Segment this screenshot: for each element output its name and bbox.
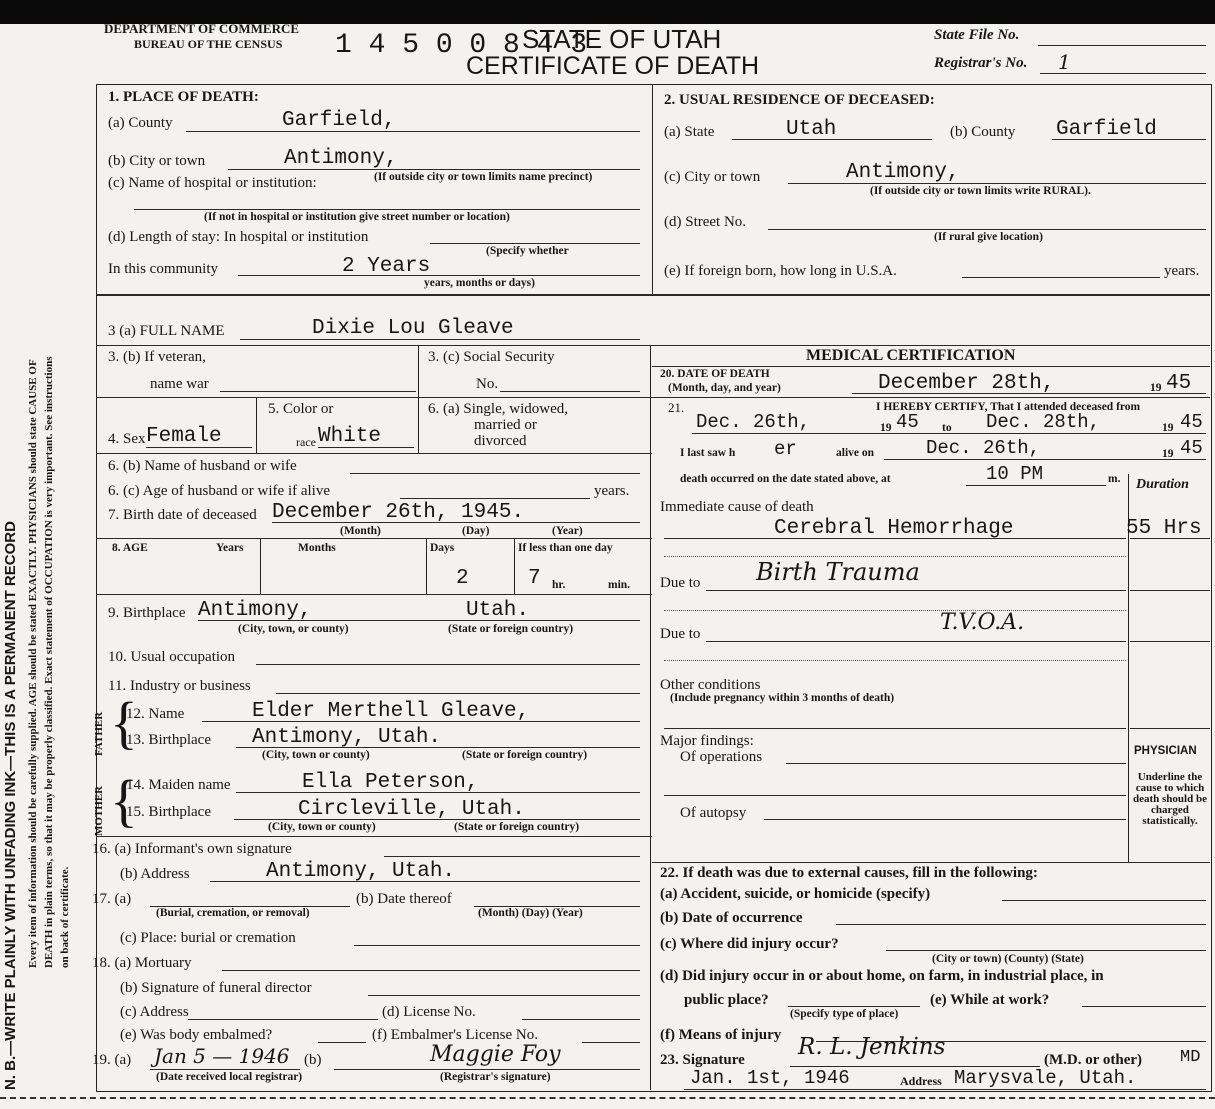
father-name-label: 12. Name <box>126 706 185 722</box>
occurrence-line <box>836 924 1206 925</box>
ssn-line <box>500 391 640 392</box>
rural-note: (If outside city or town limits write RURAL). <box>870 185 1091 197</box>
age-days-value: 2 <box>456 567 469 590</box>
from-year-value: 45 <box>896 411 919 433</box>
medical-line-2 <box>652 397 1210 398</box>
ssn-label: 3. (c) Social Security <box>428 349 555 365</box>
county-label: (a) County <box>108 115 173 131</box>
burial-mdy-note: (Month) (Day) (Year) <box>478 907 583 919</box>
res-state-value: Utah <box>786 118 837 141</box>
birth-year-note: (Year) <box>552 525 583 537</box>
death-date-sub: (Month, day, and year) <box>668 382 781 394</box>
birth-date-label: 7. Birth date of deceased <box>108 507 257 523</box>
work-label: (e) While at work? <box>930 992 1050 1008</box>
res-street-line <box>768 229 1206 230</box>
duration-label: Duration <box>1136 477 1189 492</box>
funeral-sig-line <box>368 995 640 996</box>
permanent-record-notice: N. B.—WRITE PLAINLY WITH UNFADING INK—THIS IS A PERMANENT RECORD <box>2 521 19 1090</box>
age-years-col: Years <box>216 542 244 554</box>
street-note: (If not in hospital or institution give street number or location) <box>204 211 510 223</box>
instructions-line-3: on back of certificate. <box>59 866 71 968</box>
husband-age-years: years. <box>594 483 630 499</box>
sex-value: Female <box>146 425 222 448</box>
birthplace-state-note: (State or foreign country) <box>448 623 574 635</box>
father-name-value: Elder Merthell Gleave, <box>252 700 530 723</box>
race-label: race <box>296 435 316 449</box>
immediate-cause-label: Immediate cause of death <box>660 499 814 515</box>
operations-label: Of operations <box>680 749 763 765</box>
husband-label: 6. (b) Name of husband or wife <box>108 458 297 474</box>
foreign-label: (e) If foreign born, how long in U.S.A. <box>664 263 897 279</box>
cause-dotted-2 <box>664 610 1126 611</box>
birthplace-city-value: Antimony, <box>198 599 312 622</box>
duration-line-2 <box>1130 590 1210 591</box>
center-divider-bottom <box>650 345 651 1090</box>
occupation-label: 10. Usual occupation <box>108 649 236 665</box>
alive-year-value: 45 <box>1180 437 1203 459</box>
burial-place-label: (c) Place: burial or cremation <box>120 930 296 946</box>
mother-city-note: (City, town or county) <box>268 821 376 833</box>
age-col-3 <box>514 538 515 594</box>
veteran-label: 3. (b) If veteran, <box>108 349 206 365</box>
age-less-day-col: If less than one day <box>518 542 613 554</box>
burial-place-line <box>354 945 640 946</box>
informant-sig-line <box>384 856 640 857</box>
autopsy-label: Of autopsy <box>680 805 747 821</box>
time-line <box>966 485 1106 486</box>
alive-year-prefix: 19 <box>1162 448 1174 460</box>
medical-line-end <box>652 862 1210 863</box>
date-received-note: (Date received local registrar) <box>156 1071 303 1083</box>
community-line <box>238 275 640 276</box>
license-label: (d) License No. <box>382 1004 476 1020</box>
medical-top-line <box>652 345 1210 346</box>
state-file-line <box>1038 45 1206 46</box>
mother-birthplace-label: 15. Birthplace <box>126 804 211 820</box>
color-label: 5. Color or <box>268 401 334 417</box>
registrar-sig-line <box>334 1069 640 1070</box>
row-line-2 <box>96 453 652 454</box>
medical-title: MEDICAL CERTIFICATION <box>806 347 1016 364</box>
medical-title-line <box>652 366 1210 367</box>
external-title: 22. If death was due to external causes, fill in the following: <box>660 865 1038 881</box>
res-city-value: Antimony, <box>846 161 960 184</box>
accident-line <box>1002 900 1206 901</box>
husband-line <box>350 473 640 474</box>
res-state-label: (a) State <box>664 124 715 140</box>
occupation-line <box>256 664 640 665</box>
mother-brace: { <box>110 768 138 833</box>
accident-label: (a) Accident, suicide, or homicide (specify) <box>660 886 931 902</box>
m-label: m. <box>1108 473 1121 485</box>
physician-signature: R. L. Jenkins <box>798 1034 946 1060</box>
due-to-label: Due to <box>660 575 701 591</box>
signature-label: 23. Signature <box>660 1052 745 1068</box>
underline-note: Underline the cause to which death should be charged statistically. <box>1133 771 1207 827</box>
ssn-no-label: No. <box>476 376 499 392</box>
operations-line-2 <box>664 795 1126 796</box>
full-name-label: 3 (a) FULL NAME <box>108 323 225 339</box>
occurred-label: death occurred on the date stated above, at <box>680 473 891 485</box>
age-min-label: min. <box>608 579 631 591</box>
registrar-no-value: 1 <box>1058 50 1071 74</box>
funeral-address-label: (c) Address <box>120 1004 189 1020</box>
cause-dotted-3 <box>664 660 1126 661</box>
death-date-label: 20. DATE OF DEATH <box>660 368 770 380</box>
embalmed-label: (e) Was body embalmed? <box>120 1027 273 1043</box>
funeral-sig-label: (b) Signature of funeral director <box>120 980 312 996</box>
res-city-label: (c) City or town <box>664 169 761 185</box>
to-date-value: Dec. 28th, <box>986 411 1101 433</box>
from-date-value: Dec. 26th, <box>696 411 811 433</box>
full-name-value: Dixie Lou Gleave <box>312 317 514 340</box>
age-months-col: Months <box>298 542 336 554</box>
sex-label: 4. Sex <box>108 431 146 447</box>
birth-month-note: (Month) <box>340 525 381 537</box>
husband-age-label: 6. (c) Age of husband or wife if alive <box>108 483 331 499</box>
registrar-date-label: 19. (a) <box>92 1052 132 1068</box>
last-saw-label: I last saw h <box>680 447 736 459</box>
to-label: to <box>942 422 952 434</box>
mother-birthplace-value: Circleville, Utah. <box>298 798 525 821</box>
hospital-note: (If outside city or town limits name precinct) <box>374 171 593 183</box>
public-line <box>788 1006 920 1007</box>
due-to-value: Birth Trauma <box>756 558 920 586</box>
residence-title: 2. USUAL RESIDENCE OF DECEASED: <box>664 92 935 108</box>
sig-date-line <box>684 1089 1206 1090</box>
other-conditions-line <box>664 728 1126 729</box>
res-street-label: (d) Street No. <box>664 214 747 230</box>
due-to-2-label: Due to <box>660 626 701 642</box>
where-line <box>886 950 1206 951</box>
time-value: 10 PM <box>986 463 1044 485</box>
sig-date-value: Jan. 1st, 1946 <box>690 1067 850 1089</box>
where-label: (c) Where did injury occur? <box>660 936 839 952</box>
place-of-death-title: 1. PLACE OF DEATH: <box>108 89 259 105</box>
last-saw-value: er <box>774 438 797 460</box>
center-divider-top <box>652 84 653 294</box>
father-city-note: (City, town or county) <box>262 749 370 761</box>
birthplace-state-value: Utah. <box>466 599 530 622</box>
certificate-number: 1 4 5 0 0 8 4 3 <box>335 30 588 61</box>
state-file-label: State File No. <box>934 27 1020 43</box>
section-divider <box>96 294 1210 296</box>
name-war-label: name war <box>150 376 209 392</box>
alive-date-value: Dec. 26th, <box>926 437 1041 459</box>
other-conditions-note: (Include pregnancy within 3 months of death) <box>670 692 895 704</box>
industry-line <box>276 693 640 694</box>
certificate-title: CERTIFICATE OF DEATH <box>466 52 760 80</box>
community-label: In this community <box>108 261 218 277</box>
industry-label: 11. Industry or business <box>108 678 251 694</box>
dept-label: DEPARTMENT OF COMMERCE <box>104 21 300 36</box>
public-label: public place? <box>684 992 769 1008</box>
specify-note: (Specify whether <box>486 245 569 257</box>
md-label: (M.D. or other) <box>1044 1052 1143 1068</box>
registrar-signature: Maggie Foy <box>430 1042 561 1067</box>
row-line-1 <box>96 397 652 398</box>
race-value: White <box>318 425 382 448</box>
duration-line-3 <box>1130 641 1210 642</box>
operations-line <box>786 763 1126 764</box>
hospital-label: (c) Name of hospital or institution: <box>108 175 317 191</box>
county-value: Garfield, <box>282 109 396 132</box>
city-label: (b) City or town <box>108 153 206 169</box>
instructions-line-1: Every item of information should be carefully supplied. AGE should be stated EXACTLY. PHYSICIANS should state CAUSE OF <box>27 359 39 968</box>
father-brace: { <box>110 690 138 755</box>
maiden-name-label: 14. Maiden name <box>126 777 231 793</box>
immediate-cause-value: Cerebral Hemorrhage <box>774 517 1014 540</box>
ccs-note: (City or town) (County) (State) <box>932 953 1084 965</box>
informant-sig-label: 16. (a) Informant's own signature <box>92 841 292 857</box>
mother-side-label: MOTHER <box>93 785 105 836</box>
ymd-note: years, months or days) <box>424 277 535 289</box>
county-line <box>186 131 640 132</box>
bureau-label: BUREAU OF THE CENSUS <box>134 37 283 51</box>
sex-divider <box>256 397 257 453</box>
cause-dotted-1 <box>664 556 1126 557</box>
informant-address-value: Antimony, Utah. <box>266 860 456 883</box>
state-title: STATE OF UTAH <box>522 24 722 54</box>
alive-line <box>884 459 1206 460</box>
row-line-4 <box>96 594 652 595</box>
race-divider <box>418 397 419 453</box>
age-label: 8. AGE <box>112 542 148 554</box>
father-birthplace-value: Antimony, Utah. <box>252 726 442 749</box>
age-days-col: Days <box>430 542 455 554</box>
from-year-prefix: 19 <box>880 422 892 434</box>
alive-on-label: alive on <box>836 447 875 459</box>
funeral-address-line <box>188 1019 378 1020</box>
license-line <box>522 1019 640 1020</box>
married-label: married or <box>474 417 537 433</box>
certify-text: I HEREBY CERTIFY, That I attended deceased from <box>876 401 1141 413</box>
birthplace-label: 9. Birthplace <box>108 605 186 621</box>
to-year-value: 45 <box>1180 411 1203 433</box>
hospital-line <box>134 209 640 210</box>
md-value: MD <box>1180 1048 1201 1067</box>
rural-loc-note: (If rural give location) <box>934 231 1043 243</box>
to-year-prefix: 19 <box>1162 422 1174 434</box>
due-to-line <box>706 590 1126 591</box>
city-value: Antimony, <box>284 147 398 170</box>
informant-address-label: (b) Address <box>120 866 190 882</box>
sig-address-value: Marysvale, Utah. <box>954 1067 1137 1089</box>
embalmer-line <box>582 1042 640 1043</box>
instructions-line-2: DEATH in plain terms, so that it may be properly classified. Exact statement of OCCUPATION is very important. See instructions <box>43 356 55 968</box>
foreign-line <box>962 277 1160 278</box>
divorced-label: divorced <box>474 433 527 449</box>
major-findings-label: Major findings: <box>660 733 754 749</box>
husband-age-line <box>400 498 590 499</box>
specify-type-note: (Specify type of place) <box>790 1008 899 1020</box>
age-col-2 <box>426 538 427 594</box>
death-date-value: December 28th, <box>878 372 1055 395</box>
other-conditions-label: Other conditions <box>660 677 761 693</box>
mortuary-line <box>222 970 640 971</box>
death-year-value: 45 <box>1166 372 1192 395</box>
registrar-date-value: Jan 5 — 1946 <box>154 1044 290 1068</box>
stay-label: (d) Length of stay: In hospital or institution <box>108 229 369 245</box>
maiden-name-value: Ella Peterson, <box>302 771 479 794</box>
row-line-5 <box>96 836 652 837</box>
age-hr-label: hr. <box>552 579 566 591</box>
embalmed-line <box>318 1042 366 1043</box>
occurrence-label: (b) Date of occurrence <box>660 910 803 926</box>
burial-note: (Burial, cremation, or removal) <box>156 907 310 919</box>
row-line-3 <box>96 538 652 539</box>
registrar-no-label: Registrar's No. <box>934 55 1028 71</box>
birthplace-city-note: (City, town, or county) <box>238 623 349 635</box>
autopsy-line <box>764 819 1126 820</box>
name-divider <box>96 345 652 346</box>
age-hours-value: 7 <box>528 567 541 590</box>
duration-line-4 <box>1130 728 1210 729</box>
death-year-prefix: 19 <box>1150 382 1162 394</box>
community-value: 2 Years <box>342 255 431 278</box>
due-to-2-line <box>706 641 1126 642</box>
father-side-label: FATHER <box>93 711 105 756</box>
stay-line <box>430 243 640 244</box>
bottom-perforation <box>0 1097 1215 1099</box>
marital-label: 6. (a) Single, widowed, <box>428 401 568 417</box>
registrar-b-label: (b) <box>304 1052 322 1068</box>
mortuary-label: 18. (a) Mortuary <box>92 955 192 971</box>
birth-day-note: (Day) <box>462 525 490 537</box>
res-county-label: (b) County <box>950 124 1016 140</box>
res-county-value: Garfield <box>1056 118 1157 141</box>
father-state-note: (State or foreign country) <box>462 749 588 761</box>
work-line <box>1082 1006 1206 1007</box>
father-birthplace-label: 13. Birthplace <box>126 732 211 748</box>
embalmer-label: (f) Embalmer's License No. <box>372 1027 538 1043</box>
physician-label: PHYSICIAN <box>1134 745 1197 757</box>
burial-date-label: (b) Date thereof <box>356 891 452 907</box>
registrar-date-line <box>150 1069 300 1070</box>
home-label: (d) Did injury occur in or about home, on farm, in industrial place, in <box>660 968 1104 984</box>
duration-value: 55 Hrs <box>1126 517 1202 540</box>
ssn-divider <box>418 345 419 397</box>
foreign-years-label: years. <box>1164 263 1200 279</box>
cert-21-label: 21. <box>668 400 685 415</box>
mother-state-note: (State or foreign country) <box>454 821 580 833</box>
burial-label: 17. (a) <box>92 891 132 907</box>
name-war-line <box>220 391 416 392</box>
due-to-2-value: T.V.O.A. <box>940 610 1025 635</box>
sig-address-label: Address <box>900 1074 942 1088</box>
birth-date-value: December 26th, 1945. <box>272 501 525 524</box>
means-label: (f) Means of injury <box>660 1027 782 1043</box>
registrar-sig-note: (Registrar's signature) <box>440 1071 551 1083</box>
age-col-1 <box>260 538 261 594</box>
